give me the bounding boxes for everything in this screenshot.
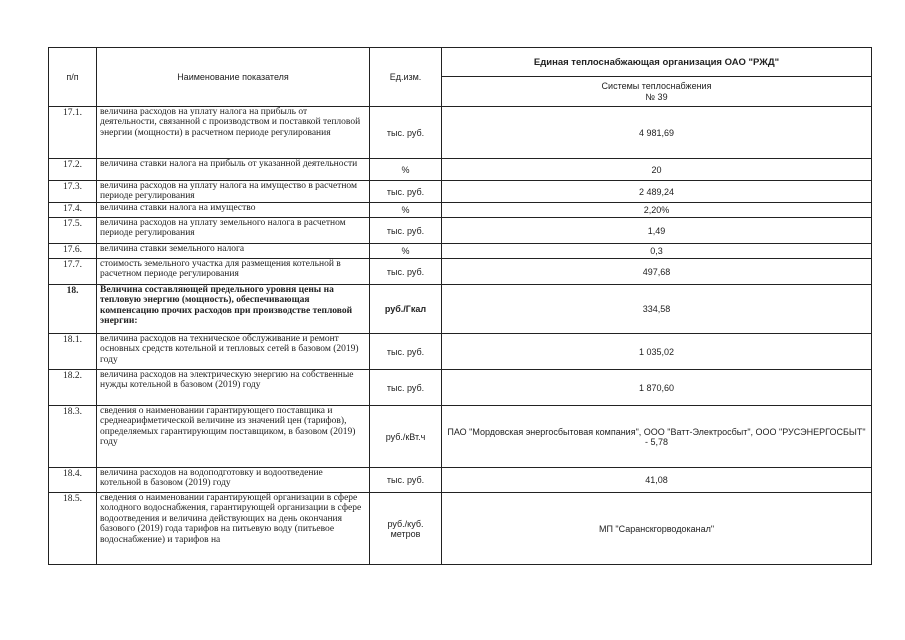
row-number: 18.3. [49, 406, 97, 468]
header-name: Наименование показателя [97, 48, 370, 107]
row-indicator-name: сведения о наименовании гарантирующего поставщика и среднеарифметической величине из значений цен (тарифов), определяемых гарантирующим поставщиком, в базовом (2019) году [97, 406, 370, 468]
row-indicator-name: величина расходов на уплату земельного налога в расчетном периоде регулирования [97, 218, 370, 244]
header-row [49, 48, 872, 77]
table-row [49, 285, 872, 334]
row-unit: тыс. руб. [370, 181, 442, 203]
row-number: 17.3. [49, 181, 97, 203]
row-value: 1,49 [442, 218, 872, 244]
row-indicator-name: величина ставки налога на прибыль от указанной деятельности [97, 159, 370, 181]
indicators-table [48, 47, 872, 565]
row-indicator-name: величина ставки земельного налога [97, 244, 370, 259]
row-indicator-name: величина расходов на техническое обслуживание и ремонт основных средств котельной и тепловых сетей в базовом (2019) году [97, 334, 370, 370]
table-row [49, 468, 872, 493]
row-unit: тыс. руб. [370, 259, 442, 285]
row-indicator-name: величина расходов на уплату налога на прибыль от деятельности, связанной с производством и поставкой тепловой энергии (мощности) в расчетном периоде регулирования [97, 107, 370, 159]
header-num: п/п [49, 48, 97, 107]
row-number: 18. [49, 285, 97, 334]
row-unit: % [370, 244, 442, 259]
row-value: МП "Саранскгорводоканал" [442, 493, 872, 565]
row-value: 2,20% [442, 203, 872, 218]
row-unit: тыс. руб. [370, 370, 442, 406]
row-value: 1 035,02 [442, 334, 872, 370]
row-value: 0,3 [442, 244, 872, 259]
row-indicator-name: величина расходов на водоподготовку и водоотведение котельной в базовом (2019) году [97, 468, 370, 493]
row-number: 17.7. [49, 259, 97, 285]
row-value: 41,08 [442, 468, 872, 493]
row-indicator-name: сведения о наименовании гарантирующей организации в сфере холодного водоснабжения, гарантирующей организации в сфере водоотведения и величина действующих на день окончания базового (2019) года тарифов на питьевую воду (питьевое водоснабжение) и тарифов на [97, 493, 370, 565]
row-value: 4 981,69 [442, 107, 872, 159]
row-number: 17.1. [49, 107, 97, 159]
row-number: 18.1. [49, 334, 97, 370]
row-unit: % [370, 159, 442, 181]
table-row [49, 259, 872, 285]
row-indicator-name: величина расходов на уплату налога на имущество в расчетном периоде регулирования [97, 181, 370, 203]
header-system: Системы теплоснабжения № 39 [442, 77, 872, 107]
row-number: 17.2. [49, 159, 97, 181]
row-unit: тыс. руб. [370, 334, 442, 370]
row-number: 18.2. [49, 370, 97, 406]
row-indicator-name: Величина составляющей предельного уровня цены на тепловую энергию (мощность), обеспечивающая компенсацию прочих расходов при производстве тепловой энергии: [97, 285, 370, 334]
row-value: 497,68 [442, 259, 872, 285]
row-unit: тыс. руб. [370, 107, 442, 159]
row-unit: руб./куб. метров [370, 493, 442, 565]
table-row [49, 203, 872, 218]
row-value: ПАО "Мордовская энергосбытовая компания", ООО "Ватт-Электросбыт", ООО "РУСЭНЕРГОСБЫТ" - 5,78 [442, 406, 872, 468]
table-row [49, 107, 872, 159]
row-value: 20 [442, 159, 872, 181]
table-row [49, 218, 872, 244]
row-value: 1 870,60 [442, 370, 872, 406]
row-indicator-name: величина расходов на электрическую энергию на собственные нужды котельной в базовом (2019) году [97, 370, 370, 406]
row-unit: руб./Гкал [370, 285, 442, 334]
row-unit: тыс. руб. [370, 218, 442, 244]
row-indicator-name: величина ставки налога на имущество [97, 203, 370, 218]
tariff-table-page [48, 47, 871, 565]
table-row [49, 159, 872, 181]
row-number: 18.4. [49, 468, 97, 493]
row-number: 18.5. [49, 493, 97, 565]
header-org: Единая теплоснабжающая организация ОАО "РЖД" [442, 48, 872, 77]
table-row [49, 406, 872, 468]
row-value: 2 489,24 [442, 181, 872, 203]
table-row [49, 370, 872, 406]
table-row [49, 181, 872, 203]
row-number: 17.5. [49, 218, 97, 244]
row-number: 17.6. [49, 244, 97, 259]
row-indicator-name: стоимость земельного участка для размещения котельной в расчетном периоде регулирования [97, 259, 370, 285]
table-row [49, 493, 872, 565]
row-unit: руб./кВт.ч [370, 406, 442, 468]
table-row [49, 334, 872, 370]
table-row [49, 244, 872, 259]
row-unit: тыс. руб. [370, 468, 442, 493]
row-unit: % [370, 203, 442, 218]
header-unit: Ед.изм. [370, 48, 442, 107]
row-number: 17.4. [49, 203, 97, 218]
row-value: 334,58 [442, 285, 872, 334]
